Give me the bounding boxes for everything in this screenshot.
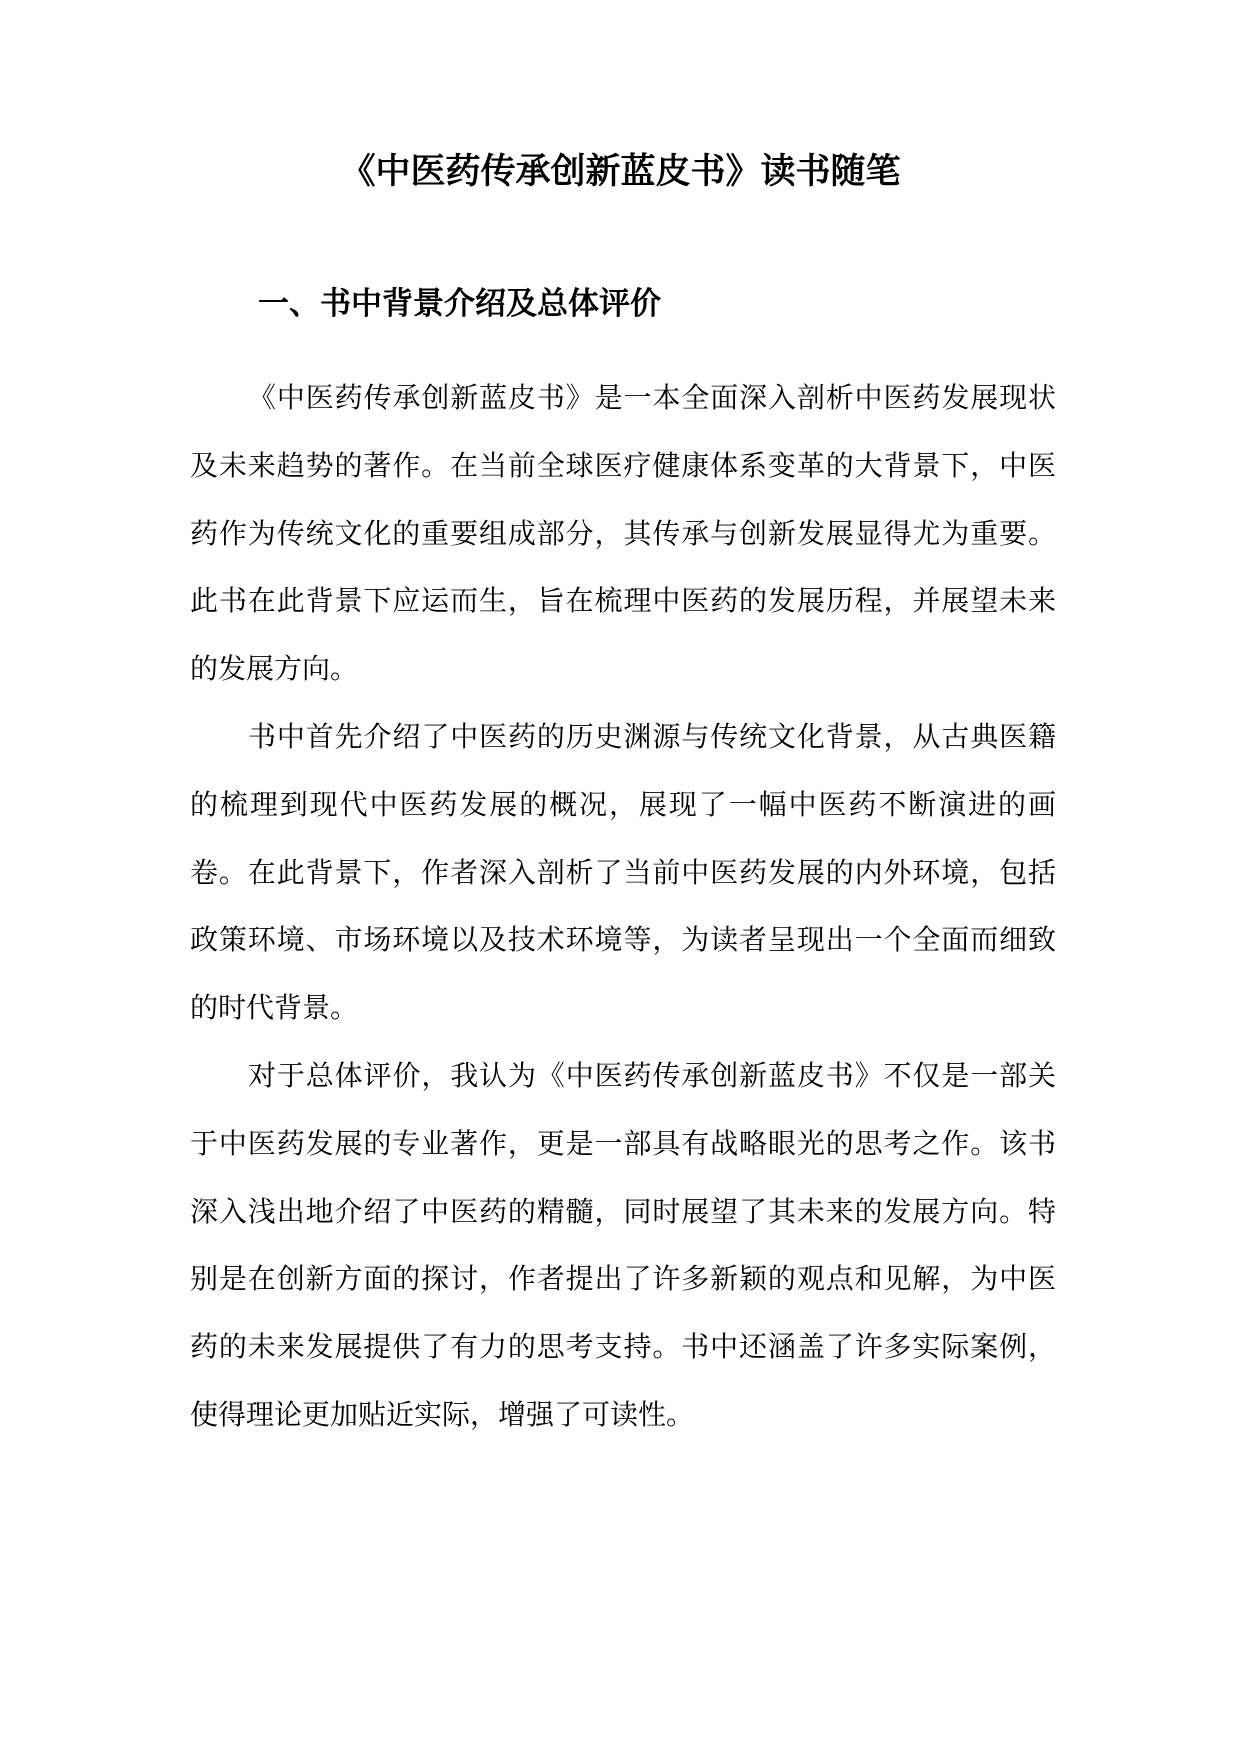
paragraph-background: 《中医药传承创新蓝皮书》是一本全面深入剖析中医药发展现状及未来趋势的著作。在当前全球医疗健康体系变革的大背景下，中医药作为传统文化的重要组成部分，其传承与创新发展显得尤为重要。此书在此背景下应运而生，旨在梳理中医药的发展历程，并展望未来的发展方向。 <box>190 381 1056 686</box>
document-title: 《中医药传承创新蓝皮书》读书随笔 <box>340 152 901 192</box>
document-body <box>190 364 1056 1449</box>
paragraph-history: 书中首先介绍了中医药的历史渊源与传统文化背景，从古典医籍的梳理到现代中医药发展的概况，展现了一幅中医药不断演进的画卷。在此背景下，作者深入剖析了当前中医药发展的内外环境，包括政策环境、市场环境以及技术环境等，为读者呈现出一个全面而细致的时代背景。 <box>190 719 1056 1025</box>
paragraph-evaluation: 对于总体评价，我认为《中医药传承创新蓝皮书》不仅是一部关于中医药发展的专业著作，更是一部具有战略眼光的思考之作。该书深入浅出地介绍了中医药的精髓，同时展望了其未来的发展方向。特别是在创新方面的探讨，作者提出了许多新颖的观点和见解，为中医药的未来发展提供了有力的思考支持。书中还涵盖了许多实际案例，使得理论更加贴近实际，增强了可读性。 <box>190 1058 1056 1431</box>
section-heading: 一、书中背景介绍及总体评价 <box>258 286 661 322</box>
